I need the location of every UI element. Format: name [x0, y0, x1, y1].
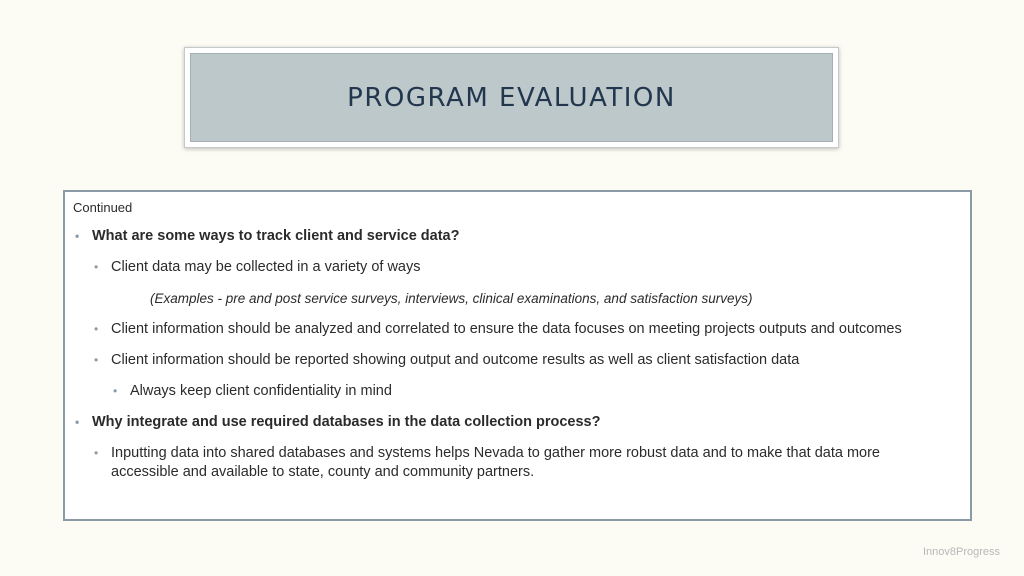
- bullet-icon: •: [94, 446, 99, 460]
- continued-label: Continued: [73, 200, 133, 215]
- bullet-icon: •: [75, 415, 80, 429]
- examples-note: (Examples - pre and post service surveys, interviews, clinical examinations, and satisfaction surveys): [150, 291, 753, 306]
- list-item: [73, 351, 950, 370]
- bullet-icon: •: [75, 229, 80, 243]
- title-frame: [184, 47, 839, 148]
- list-item: [73, 320, 950, 339]
- list-item: [73, 258, 950, 277]
- list-item: [73, 444, 950, 482]
- list-item-text: Client information should be reported showing output and outcome results as well as client satisfaction data: [111, 352, 800, 368]
- bullet-icon: •: [94, 260, 99, 274]
- title-box: [190, 53, 833, 142]
- list-item-text: Client information should be analyzed and correlated to ensure the data focuses on meeting projects outputs and outcomes: [111, 321, 902, 337]
- list-item-text: Client data may be collected in a variety of ways: [111, 259, 421, 275]
- bullet-icon: •: [94, 322, 99, 336]
- slide-title: PROGRAM EVALUATION: [347, 82, 676, 113]
- question-2: [73, 413, 950, 432]
- bullet-icon: •: [94, 353, 99, 367]
- list-item: [73, 382, 950, 401]
- question-1: [73, 227, 950, 246]
- content-box: [63, 190, 972, 521]
- list-item-text: Inputting data into shared databases and systems helps Nevada to gather more robust data and to make that data more accessible and available to state, county and community partners.: [111, 445, 880, 480]
- footer-brand: Innov8Progress: [922, 546, 1000, 558]
- bullet-icon: •: [113, 384, 118, 398]
- list-item-text: Always keep client confidentiality in mind: [130, 383, 392, 399]
- question-1-text: What are some ways to track client and service data?: [92, 228, 460, 244]
- question-2-text: Why integrate and use required databases in the data collection process?: [92, 414, 601, 430]
